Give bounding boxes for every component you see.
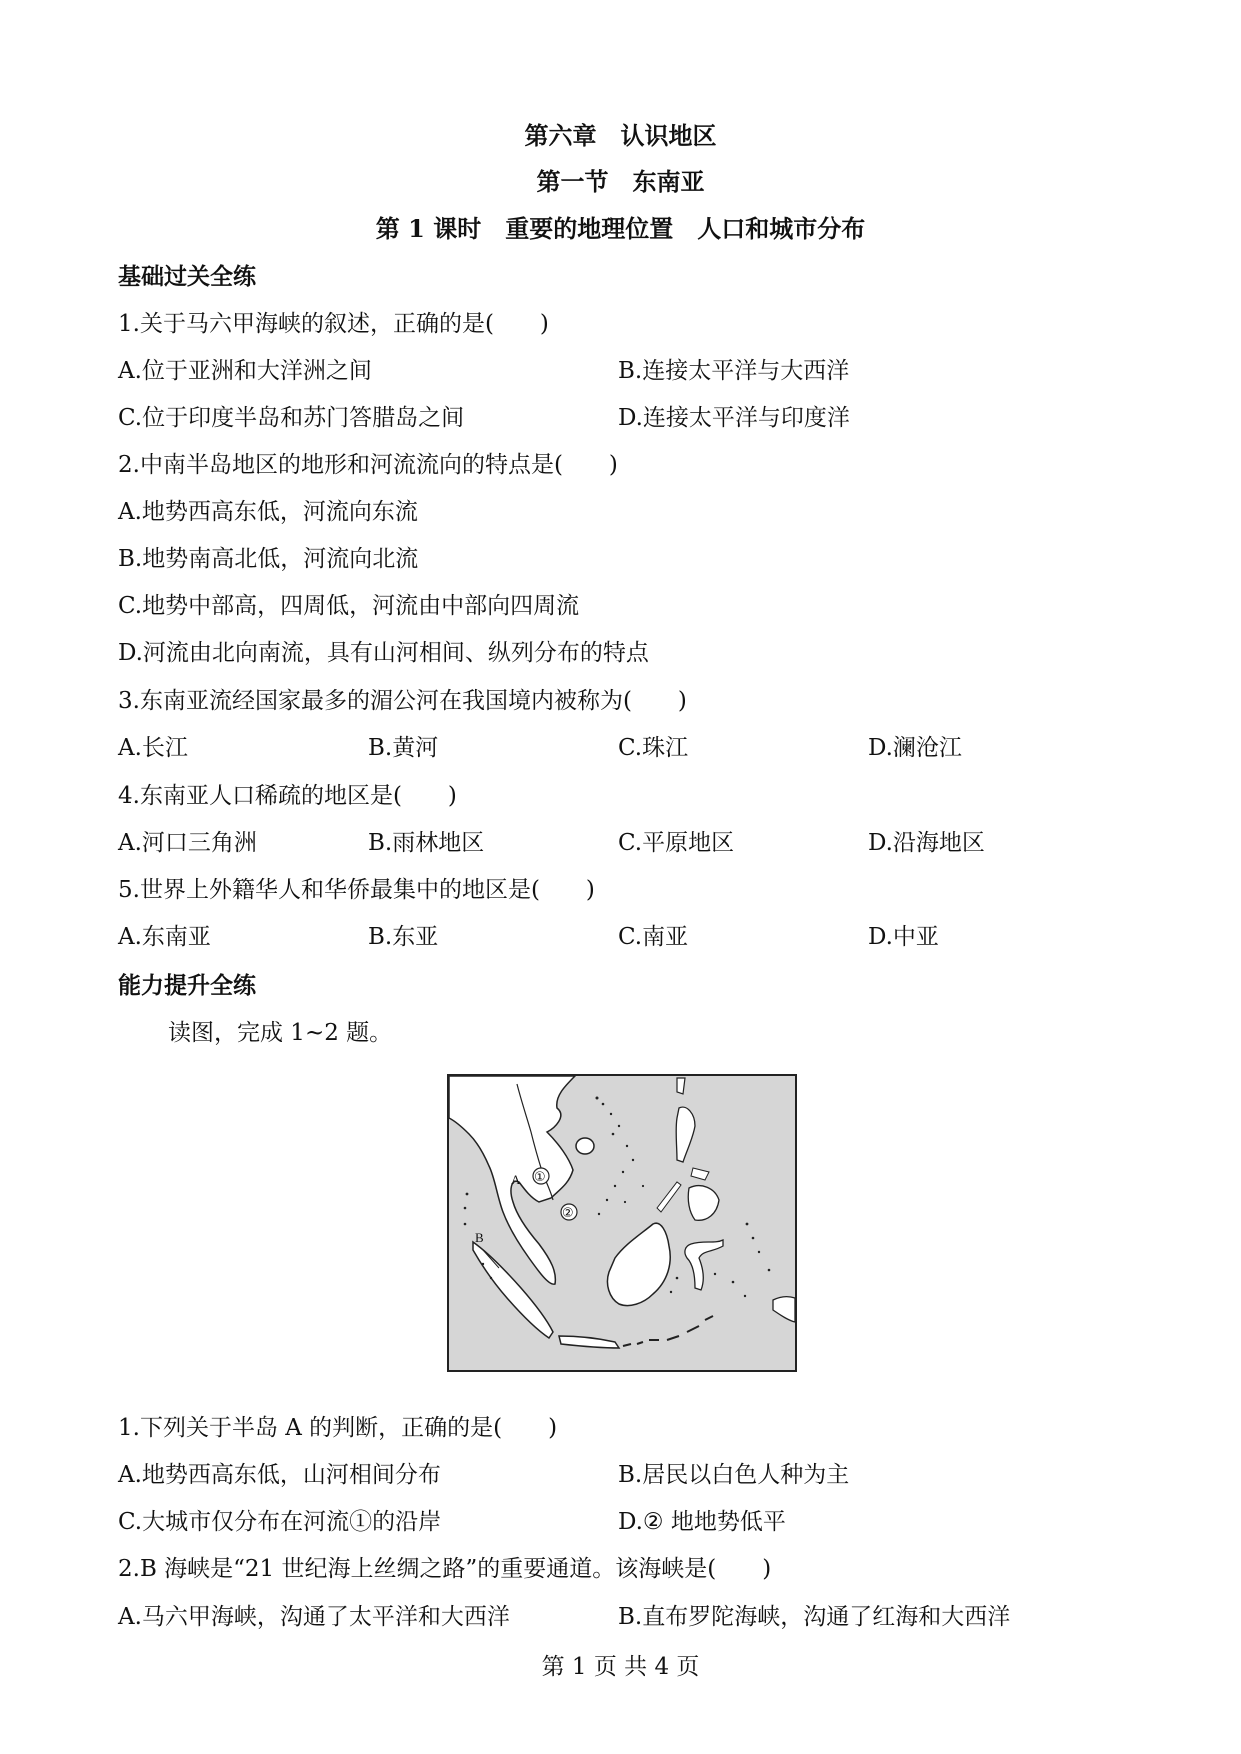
section-title: 第一节 东南亚	[536, 167, 705, 196]
q2-option-b: B.地势南高北低，河流向北流	[118, 546, 419, 572]
p2-q2-stem: 2.B 海峡是“21 世纪海上丝绸之路”的重要通道。该海峡是( )	[118, 1556, 772, 1582]
q4-option-d: D.沿海地区	[868, 830, 985, 856]
q3-option-b: B.黄河	[368, 735, 439, 761]
p2-q2-option-a: A.马六甲海峡，沟通了太平洋和大西洋	[118, 1604, 510, 1630]
q4-option-a: A.河口三角洲	[118, 830, 257, 856]
q5-option-c: C.南亚	[618, 924, 689, 950]
p2-q1-option-c: C.大城市仅分布在河流①的沿岸	[118, 1509, 442, 1535]
q1-option-d: D.连接太平洋与印度洋	[618, 405, 850, 431]
part1-heading: 基础过关全练	[118, 263, 256, 290]
q5-stem: 5.世界上外籍华人和华侨最集中的地区是( )	[118, 877, 595, 903]
q1-stem: 1.关于马六甲海峡的叙述，正确的是( )	[118, 311, 549, 337]
place-label: ②	[562, 1206, 574, 1221]
q5-option-a: A.东南亚	[118, 924, 211, 950]
p2-q1-option-a: A.地势西高东低，山河相间分布	[118, 1462, 441, 1488]
strait-label-b: B	[475, 1230, 484, 1245]
q5-option-d: D.中亚	[868, 924, 939, 950]
river-label: ①	[534, 1170, 546, 1185]
p2-q2-option-b: B.直布罗陀海峡，沟通了红海和大西洋	[618, 1604, 1011, 1630]
q2-option-d: D.河流由北向南流，具有山河相间、纵列分布的特点	[118, 640, 649, 666]
q4-option-c: C.平原地区	[618, 830, 735, 856]
q2-stem: 2.中南半岛地区的地形和河流流向的特点是( )	[118, 452, 618, 478]
q3-option-a: A.长江	[118, 735, 188, 761]
q3-option-c: C.珠江	[618, 735, 689, 761]
p2-q1-stem: 1.下列关于半岛 A 的判断，正确的是( )	[118, 1415, 558, 1441]
lesson-title: 第 1 课时 重要的地理位置 人口和城市分布	[375, 214, 866, 243]
q3-stem: 3.东南亚流经国家最多的湄公河在我国境内被称为( )	[118, 688, 687, 714]
q4-option-b: B.雨林地区	[368, 830, 485, 856]
hainan-island	[576, 1138, 594, 1154]
q1-option-c: C.位于印度半岛和苏门答腊岛之间	[118, 405, 465, 431]
q5-option-b: B.东亚	[368, 924, 439, 950]
map-intro: 读图，完成 1~2 题。	[168, 1020, 393, 1046]
q2-option-c: C.地势中部高，四周低，河流由中部向四周流	[118, 593, 580, 619]
page-footer: 第 1 页 共 4 页	[541, 1654, 700, 1680]
peninsula-label-a: A	[511, 1172, 521, 1187]
chapter-title: 第六章 认识地区	[524, 121, 717, 150]
q4-stem: 4.东南亚人口稀疏的地区是( )	[118, 783, 457, 809]
p2-q1-option-b: B.居民以白色人种为主	[618, 1462, 850, 1488]
p2-q1-option-d: D.② 地地势低平	[618, 1509, 786, 1535]
part2-heading: 能力提升全练	[118, 972, 256, 999]
q1-option-b: B.连接太平洋与大西洋	[618, 358, 850, 384]
q2-option-a: A.地势西高东低，河流向东流	[118, 499, 418, 525]
taiwan-island	[677, 1078, 685, 1094]
q3-option-d: D.澜沧江	[868, 735, 962, 761]
southeast-asia-map	[447, 1074, 797, 1372]
q1-option-a: A.位于亚洲和大洋洲之间	[118, 358, 372, 384]
